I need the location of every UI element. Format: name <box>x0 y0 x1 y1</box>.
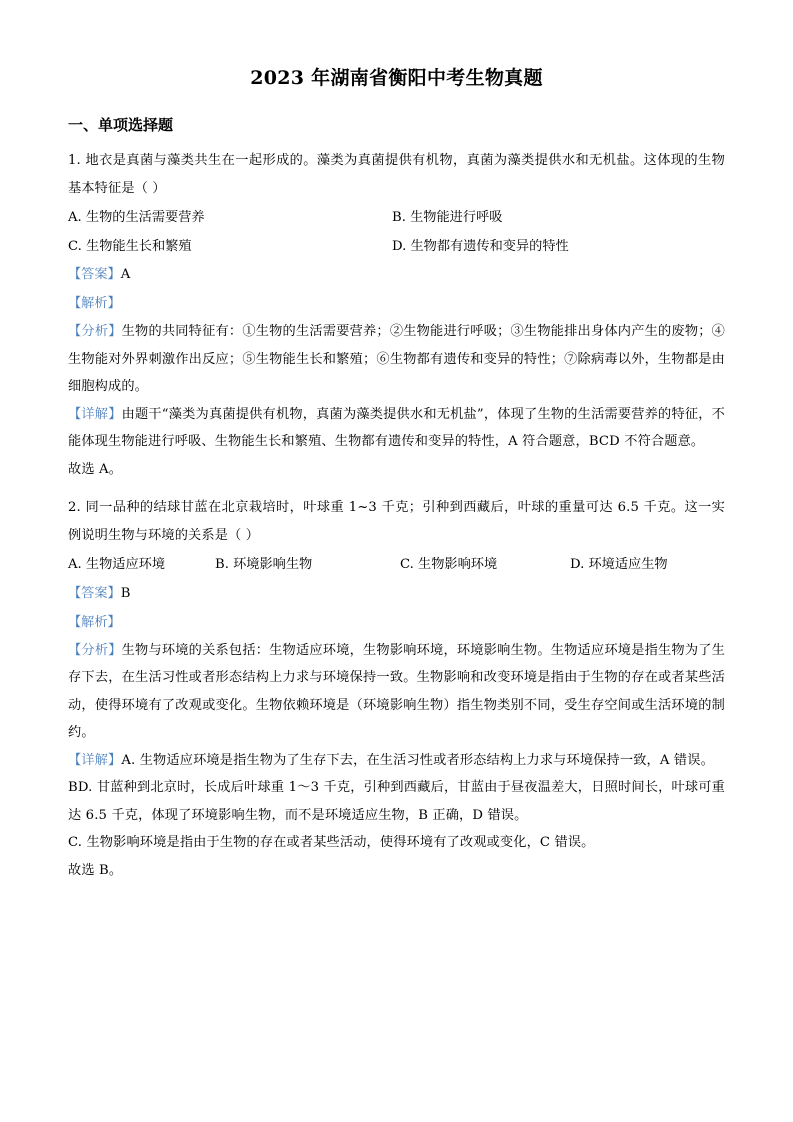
detail-paragraph <box>68 747 725 775</box>
analysis-label: 【分析】 <box>68 642 122 658</box>
question-block-1 <box>68 147 725 483</box>
analysis-text: 生物与环境的关系包括：生物适应环境，生物影响环境，环境影响生物。生物适应环境是指生物为了生存下去，在生活习性或者形态结构上力求与环境保持一致。生物影响和改变环境是指由于生物的存在或者某些活动，使得环境有了改观或变化。生物依赖环境是（环境影响生物）指生物类别不同，受生存空间或生活环境的制约。 <box>68 642 725 741</box>
option-d[interactable]: D. 生物都有遗传和变异的特性 <box>392 238 569 254</box>
answer-value: B <box>120 585 131 601</box>
option-b[interactable]: B. 生物能进行呼吸 <box>392 210 503 226</box>
option-d[interactable]: D. 环境适应生物 <box>570 557 668 573</box>
detail-paragraph-bd: BD. 甘蓝种到北京时，长成后叶球重 1～3 千克，引种到西藏后，甘蓝由于昼夜温差大，日照时间长，叶球可重达 6.5 千克，体现了环境影响生物，而不是环境适应生物，B 正确，D 错误。 <box>68 780 725 823</box>
explanation-label: 【解析】 <box>68 614 121 630</box>
option-a[interactable]: A. 生物的生活需要营养 <box>68 210 205 226</box>
answer-line <box>68 579 725 608</box>
detail-label: 【详解】 <box>68 752 122 768</box>
analysis-text: 生物的共同特征有：①生物的生活需要营养；②生物能进行呼吸；③生物能排出身体内产生的废物；④生物能对外界刺激作出反应；⑤生物能生长和繁殖；⑥生物都有遗传和变异的特性；⑦除病毒以外，生物都是由细胞构成的。 <box>68 324 725 395</box>
question-block-2 <box>68 494 725 884</box>
option-c[interactable]: C. 生物影响环境 <box>400 557 498 573</box>
option-a[interactable]: A. 生物适应环境 <box>68 557 166 573</box>
detail-text: 由题干“藻类为真菌提供有机物，真菌为藻类提供水和无机盐”，体现了生物的生活需要营养的特征，不能体现生物能进行呼吸、生物能生长和繁殖、生物都有遗传和变异的特性，A 符合题意，BCD 不符合题意。 <box>68 406 725 450</box>
option-b[interactable]: B. 环境影响生物 <box>215 557 313 573</box>
options-row-ab <box>68 204 725 232</box>
answer-value: A <box>120 267 131 283</box>
page-title: 2023 年湖南省衡阳中考生物真题 <box>250 67 543 89</box>
answer-label: 【答案】 <box>68 267 121 283</box>
option-c[interactable]: C. 生物能生长和繁殖 <box>68 238 192 254</box>
analysis-paragraph <box>68 637 725 747</box>
question-stem: 2. 同一品种的结球甘蓝在北京栽培时，叶球重 1~3 千克；引种到西藏后，叶球的重量可达 6.5 千克。这一实例说明生物与环境的关系是（ ） <box>68 500 725 543</box>
analysis-paragraph <box>68 318 725 401</box>
analysis-label: 【分析】 <box>68 324 122 340</box>
detail-paragraph <box>68 401 725 456</box>
explanation-label: 【解析】 <box>68 296 121 312</box>
options-row <box>68 551 725 579</box>
answer-line <box>68 260 725 289</box>
detail-paragraph-c: C. 生物影响环境是指由于生物的存在或者某些活动，使得环境有了改观或变化，C 错误。 <box>68 835 595 851</box>
explanation-label-line <box>68 608 725 637</box>
conclusion-line: 故选 A。 <box>68 461 123 477</box>
conclusion-line: 故选 B。 <box>68 862 123 878</box>
answer-label: 【答案】 <box>68 585 121 601</box>
section-heading: 一、单项选择题 <box>68 115 174 134</box>
options-row-cd <box>68 233 725 261</box>
detail-text: A. 生物适应环境是指生物为了生存下去，在生活习性或者形态结构上力求与环境保持一致，A 错误。 <box>121 752 714 768</box>
detail-label: 【详解】 <box>68 406 122 422</box>
explanation-label-line <box>68 289 725 318</box>
question-stem: 1. 地衣是真菌与藻类共生在一起形成的。藻类为真菌提供有机物，真菌为藻类提供水和无机盐。这体现的生物基本特征是（ ） <box>68 153 725 196</box>
